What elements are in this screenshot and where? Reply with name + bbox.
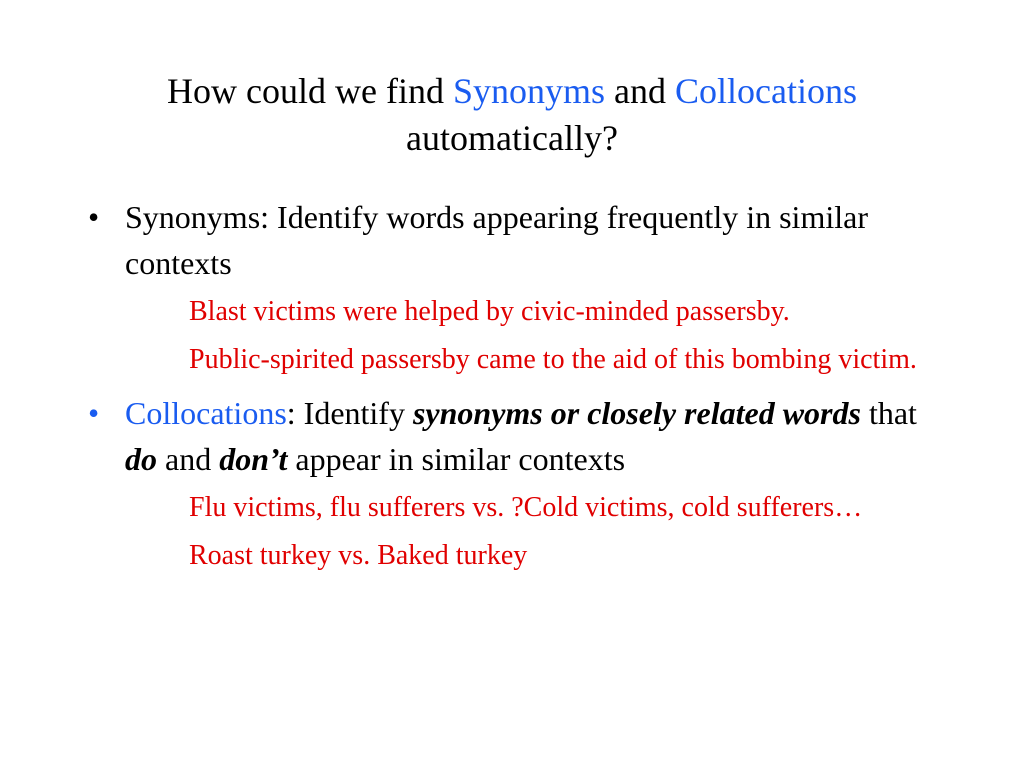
title-collocations: Collocations [674, 71, 857, 111]
bullet-text: appear in similar contexts [287, 441, 626, 477]
bullet-text: that [860, 395, 917, 431]
example-sentence: Roast turkey vs. Baked turkey [189, 540, 528, 571]
bullet-marker: • [88, 199, 100, 235]
slide-title [0, 68, 1024, 162]
title-part-3: automatically? [406, 118, 618, 158]
bullet-emphasis: synonyms or closely related words [412, 395, 861, 431]
title-synonyms: Synonyms [452, 71, 605, 111]
bullet-text: and [157, 441, 220, 477]
example-sentence: Public-spirited passersby came to the aid of this bombing victim. [189, 344, 917, 375]
bullet-text: : Identify [286, 395, 413, 431]
bullet-emphasis: don’t [219, 441, 288, 477]
bullet-text: Synonyms: Identify words appearing frequently in similar contexts [125, 199, 868, 281]
title-part-2: and [605, 71, 675, 111]
bullet-collocations [88, 390, 948, 482]
bullet-synonyms [88, 194, 948, 286]
example-sentence: Blast victims were helped by civic-minded passersby. [189, 296, 790, 327]
example-sentence: Flu victims, flu sufferers vs. ?Cold victims, cold sufferers… [189, 492, 863, 523]
title-part-1: How could we find [167, 71, 453, 111]
bullet-marker: • [88, 395, 100, 431]
slide-body [88, 194, 948, 576]
bullet-emphasis: do [125, 441, 157, 477]
bullet-term: Collocations [125, 395, 287, 431]
